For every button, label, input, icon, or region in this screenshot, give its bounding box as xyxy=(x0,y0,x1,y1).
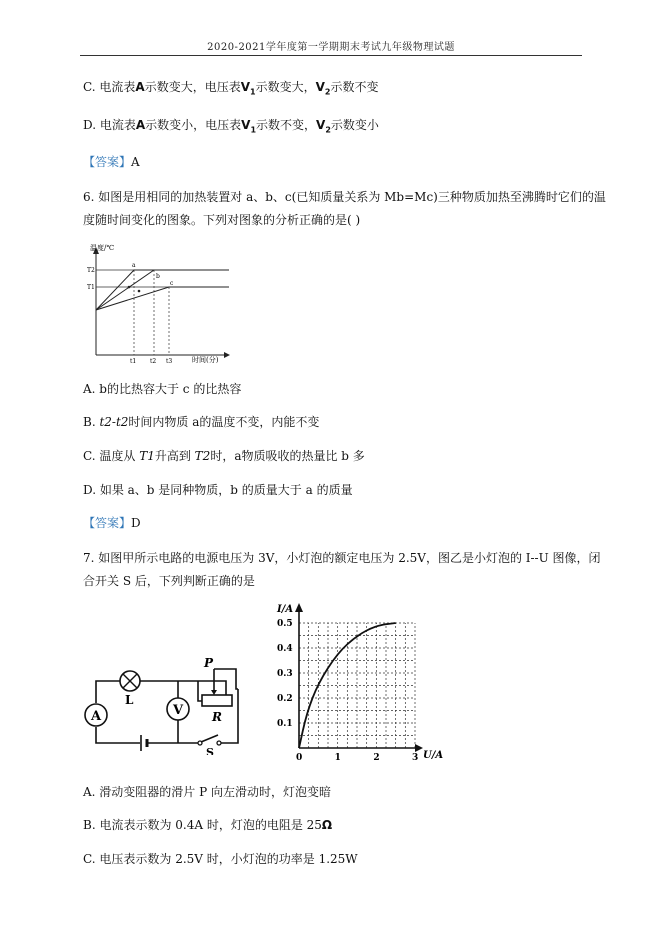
q7-option-b xyxy=(83,816,332,834)
q5c-prefix: C. 电流表 xyxy=(83,80,136,94)
q5c-v2: V xyxy=(315,80,325,94)
ammeter-label: A xyxy=(91,709,102,724)
q6b-text: 时间内物质 a的温度不变，内能不变 xyxy=(128,415,320,429)
q5d-v2-sub: 2 xyxy=(325,125,331,135)
q5c-text3: 示数不变 xyxy=(330,80,379,94)
q6-curve-c xyxy=(96,287,229,310)
iu-ytick-0.3: 0.3 xyxy=(277,669,293,679)
q5d-text3: 示数变小 xyxy=(330,118,379,132)
iu-xlabel: U/A xyxy=(423,750,444,761)
q6-option-b xyxy=(83,413,319,431)
q7-circuit-diagram xyxy=(78,655,248,755)
q6-tick-T1: T1 xyxy=(87,284,95,291)
q7-option-c: C. 电压表示数为 2.5V 时，小灯泡的功率是 1.25W xyxy=(83,852,358,866)
page-header: 2020-2021学年度第一学期期末考试九年级物理试题 xyxy=(207,42,455,53)
q6-label-b: b xyxy=(156,273,160,280)
iu-xtick-1: 1 xyxy=(334,753,341,763)
rheostat-label: R xyxy=(212,710,222,724)
q6-option-a: A. b的比热容大于 c 的比热容 xyxy=(83,382,242,396)
q6c-var2: T2 xyxy=(194,449,211,463)
q5d-text1: 示数变小，电压表 xyxy=(145,118,242,132)
q6-tick-t1: t1 xyxy=(130,358,137,365)
iu-grid xyxy=(299,623,415,748)
q5-answer xyxy=(83,153,140,171)
iu-ytick-0.5: 0.5 xyxy=(277,619,293,629)
switch-contact xyxy=(217,741,221,745)
switch-label: S xyxy=(206,746,214,755)
q5d-v1-sub: 1 xyxy=(250,125,257,135)
q6-option-c xyxy=(83,447,365,465)
iu-xtick-2: 2 xyxy=(373,753,380,763)
q7-stem-line1: 7. 如图甲所示电路的电源电压为 3V，小灯泡的额定电压为 2.5V，图乙是小灯泡的 I--U 图像，闭 xyxy=(83,551,601,565)
q6-tick-T2: T2 xyxy=(87,267,95,274)
q6-curve-b xyxy=(96,270,154,310)
q7-stem-line2: 合开关 S 后，下列判断正确的是 xyxy=(83,574,255,588)
iu-ytick-0.1: 0.1 xyxy=(277,719,293,729)
iu-ylabel: I/A xyxy=(277,604,294,615)
q6c-var1: T1 xyxy=(139,449,155,463)
q5c-v2-sub: 2 xyxy=(324,87,331,97)
q6-answer-value: D xyxy=(131,516,141,530)
q5c-text2: 示数变大， xyxy=(255,80,316,94)
q6-x-arrow xyxy=(224,352,230,358)
iu-xtick-3: 3 xyxy=(412,753,419,763)
q6-option-d: D. 如果 a、b 是同种物质，b 的质量大于 a 的质量 xyxy=(83,483,353,497)
q6-answer-label: 【答案】 xyxy=(83,516,132,530)
rheostat-symbol xyxy=(202,695,232,706)
q6-tick-t2: t2 xyxy=(150,358,157,365)
q6c-mid: 升高到 xyxy=(154,449,195,463)
wire-left-top xyxy=(96,681,120,703)
header-rule xyxy=(80,55,582,56)
q5d-v2: V xyxy=(316,118,326,132)
q6-xlabel: 时间(分) xyxy=(192,356,219,364)
lamp-label: L xyxy=(125,693,134,707)
q5c-ammeter: A xyxy=(135,80,145,94)
q6-stem-line1: 6. 如图是用相同的加热装置对 a、b、c(已知质量关系为 Mb=Mc)三种物质加热至沸腾时它们的温 xyxy=(83,190,606,204)
slider-label: P xyxy=(204,656,214,670)
q7b-unit: Ω xyxy=(321,818,333,832)
q6b-var: t2-t2 xyxy=(99,415,129,429)
q7-iu-chart xyxy=(265,598,450,763)
q5-answer-value: A xyxy=(131,155,140,169)
q5d-prefix: D. 电流表 xyxy=(83,118,136,132)
switch-blade xyxy=(201,735,218,742)
q6c-prefix: C. 温度从 xyxy=(83,449,140,463)
q5d-ammeter: A xyxy=(135,118,146,132)
q5c-text1: 示数变大，电压表 xyxy=(144,80,241,94)
q6-ylabel: 温度/℃ xyxy=(90,244,115,252)
q6-label-c: c xyxy=(170,280,174,287)
iu-xtick-0: 0 xyxy=(296,753,303,763)
q5c-v1: V xyxy=(240,80,250,94)
q6-label-a: a xyxy=(132,262,136,269)
iu-x-arrow xyxy=(415,744,423,752)
q5d-text2: 示数不变， xyxy=(256,118,317,132)
q5d-v1: V xyxy=(241,118,251,132)
iu-y-arrow xyxy=(295,603,303,612)
q6-tick-t3: t3 xyxy=(166,358,173,365)
q6-stem-line2: 度随时间变化的图象。下列对图象的分析正确的是( ) xyxy=(83,213,361,227)
q5-option-d xyxy=(83,116,379,139)
q7b-text: B. 电流表示数为 0.4A 时，灯泡的电阻是 25 xyxy=(83,818,322,832)
q5-option-c xyxy=(83,78,378,101)
q6c-text: 时，a物质吸收的热量比 b 多 xyxy=(210,449,365,463)
q6-dot-b xyxy=(138,290,141,293)
q6b-prefix: B. xyxy=(83,415,100,429)
iu-ytick-0.2: 0.2 xyxy=(277,694,293,704)
q7-option-a: A. 滑动变阻器的滑片 P 向左滑动时，灯泡变暗 xyxy=(83,785,331,799)
q6-answer xyxy=(83,514,141,532)
wire-left-bottom xyxy=(96,727,140,743)
iu-ytick-0.4: 0.4 xyxy=(277,644,293,654)
voltmeter-label: V xyxy=(173,703,184,718)
q5c-v1-sub: 1 xyxy=(250,87,256,97)
q6-temperature-graph xyxy=(84,240,234,365)
q5-answer-label: 【答案】 xyxy=(83,155,132,169)
q6-dot-a xyxy=(128,286,131,289)
